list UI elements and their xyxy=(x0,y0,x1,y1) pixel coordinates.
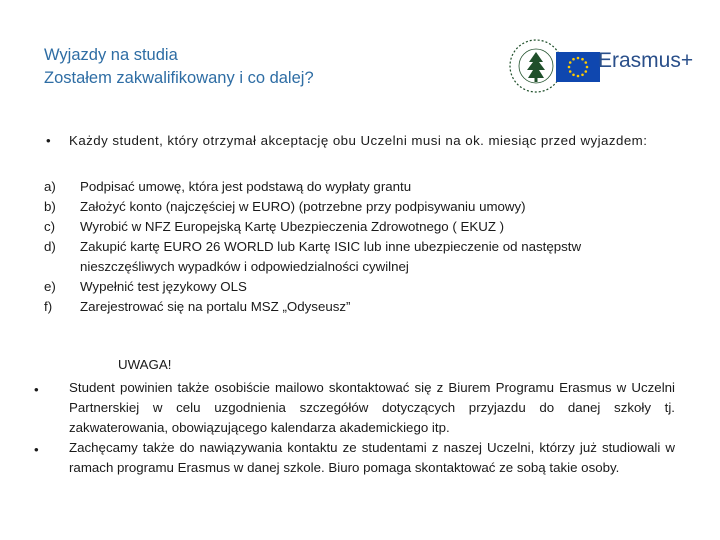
list-item-text: Założyć konto (najczęściej w EURO) (potrzebne przy podpisywaniu umowy) xyxy=(80,199,526,214)
eu-flag-icon xyxy=(556,52,600,82)
bullet: • xyxy=(34,442,39,457)
list-marker: a) xyxy=(44,179,56,194)
note-label: UWAGA! xyxy=(118,357,172,372)
note-text: Zachęcamy także do nawiązywania kontaktu ze studentami z naszej Uczelni, którzy już studiowali w ramach programu Erasmus w danej szkole. Biuro pomaga skontaktować ze sobą takie osoby. xyxy=(69,440,675,475)
list-item xyxy=(0,237,720,277)
list-item-text: Podpisać umowę, która jest podstawą do wypłaty grantu xyxy=(80,179,412,194)
note-text: Student powinien także osobiście mailowo skontaktować się z Biurem Programu Erasmus w Uczelni Partnerskiej w celu uzgodnienia szczegółów dotyczących przyjazdu do danej szkoły tj. zakwaterowania, obowiązującego kalendarza akademickiego itp. xyxy=(69,380,675,435)
notes-list xyxy=(0,378,720,478)
steps-list xyxy=(0,177,720,317)
list-marker: e) xyxy=(44,279,56,294)
list-item xyxy=(0,277,720,297)
list-item xyxy=(0,297,720,317)
erasmus-logo-text: Erasmus+ xyxy=(598,49,694,72)
list-item-text: Zakupić kartę EURO 26 WORLD lub Kartę ISIC lub inne ubezpieczenie od następstw nieszczęśliwych wypadków i odpowiedzialności cywilnej xyxy=(80,239,582,274)
list-marker: b) xyxy=(44,199,56,214)
bullet: • xyxy=(34,382,39,397)
list-item-text: Wyrobić w NFZ Europejską Kartę Ubezpieczenia Zdrowotnego ( EKUZ ) xyxy=(80,219,505,234)
list-item xyxy=(0,438,720,478)
bullet: • xyxy=(46,133,51,148)
list-marker: f) xyxy=(44,299,53,314)
list-item-text: Wypełnić test językowy OLS xyxy=(80,279,247,294)
title-line-1: Wyjazdy na studia xyxy=(44,46,178,64)
list-marker: d) xyxy=(44,239,56,254)
list-item-text: Zarejestrować się na portalu MSZ „Odyseusz” xyxy=(80,299,351,314)
list-item xyxy=(0,177,720,197)
list-marker: c) xyxy=(44,219,56,234)
intro-text: Każdy student, który otrzymał akceptację obu Uczelni musi na ok. miesiąc przed wyjazdem: xyxy=(69,133,648,148)
title-line-2: Zostałem zakwalifikowany i co dalej? xyxy=(44,69,314,87)
list-item xyxy=(0,197,720,217)
list-item xyxy=(0,217,720,237)
slide-title xyxy=(44,44,314,90)
list-item xyxy=(0,378,720,438)
